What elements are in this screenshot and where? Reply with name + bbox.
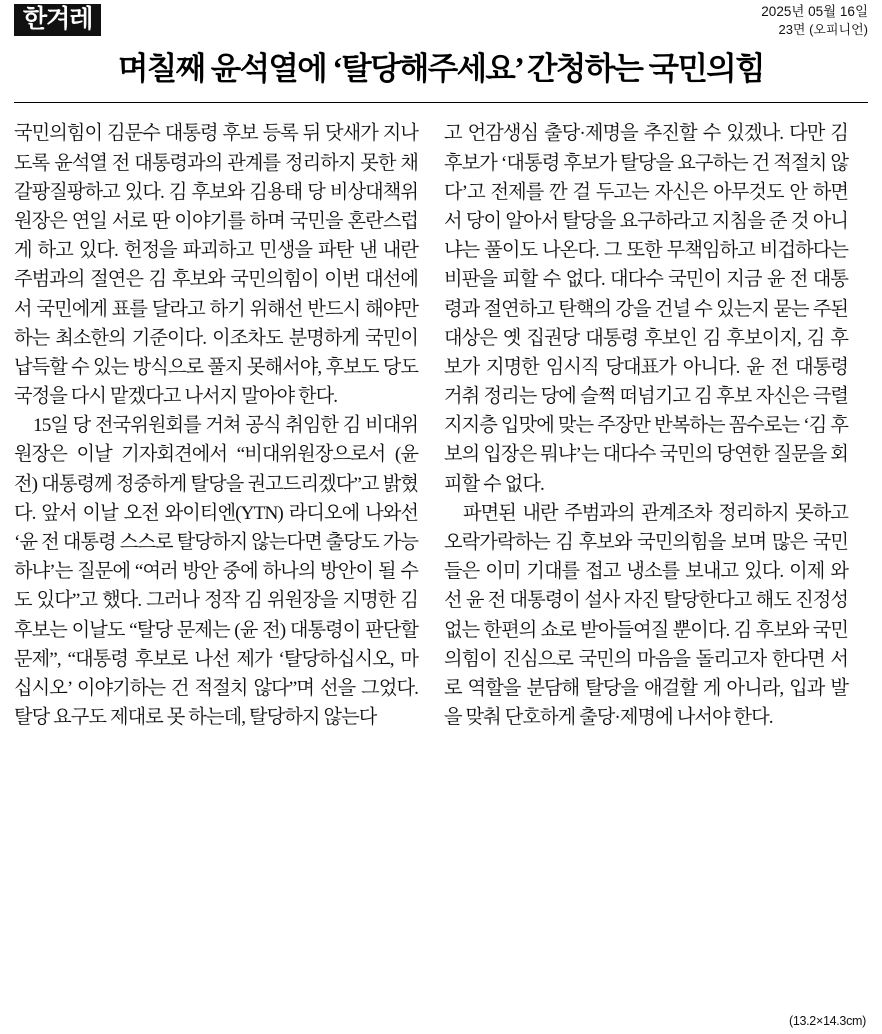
newspaper-page: [0, 4, 882, 1034]
page-title: 며칠째 윤석열에 ‘탈당해주세요’ 간청하는 국민의힘: [118, 51, 764, 86]
paragraph: 15일 당 전국위원회를 거쳐 공식 취임한 김 비대위원장은 이날 기자회견에서 “비대위원장으로서 (윤 전) 대통령께 정중하게 탈당을 권고드리겠다”고 밝혔다. 앞서 이날 오전 와이티엔(YTN) 라디오에 나와선 ‘윤 전 대통령 스스로 탈당하지 않는다면 출당도 가능하냐’는 질문에 “여러 방안 중에 하나의 방안이 될 수도 있다”고 했다. 그러나 정작 김 위원장을 지명한 김 후보는 이날도 “탈당 문제는 (윤 전) 대통령이 판단할 문제”, “대통령 후보로 나선 제가 ‘탈당하십시오, 마십시오’ 이야기하는 건 적절치 않다”며 선을 그었다. 탈당 요구도 제대로 못 하는데, 탈당하지 않는다: [14, 415, 418, 729]
article-body: [14, 119, 868, 732]
publication-date: 2025년 05월 16일: [761, 4, 868, 19]
paragraph: 고 언감생심 출당·제명을 추진할 수 있겠나. 다만 김 후보가 ‘대통령 후보가 탈당을 요구하는 건 적절치 않다’고 전제를 깐 걸 두고는 자신은 아무것도 안 하면서 당이 알아서 탈당을 요구하라고 지침을 준 것 아니냐는 풀이도 나온다. 그 또한 무책임하고 비겁하다는 비판을 피할 수 없다. 대다수 국민이 지금 윤 전 대통령과 절연하고 탄핵의 강을 건널 수 있는지 묻는 주된 대상은 옛 집권당 대통령 후보인 김 후보이지, 김 후보가 지명한 임시직 당대표가 아니다. 윤 전 대통령 거취 정리는 당에 슬쩍 떠넘기고 김 후보 자신은 극렬 지지층 입맛에 맞는 주장만 반복하는 꼼수로는 ‘김 후보의 입장은 뭐냐’는 대다수 국민의 당연한 질문을 회피할 수 없다.: [444, 123, 848, 495]
paragraph: 국민의힘이 김문수 대통령 후보 등록 뒤 닷새가 지나도록 윤석열 전 대통령과의 관계를 정리하지 못한 채 갈팡질팡하고 있다. 김 후보와 김용태 당 비상대책위원장은 연일 서로 딴 이야기를 하며 국민을 혼란스럽게 하고 있다. 헌정을 파괴하고 민생을 파탄 낸 내란 주범과의 절연은 김 후보와 국민의힘이 이번 대선에서 국민에게 표를 달라고 하기 위해선 반드시 해야만 하는 최소한의 기준이다. 이조차도 분명하게 국민이 납득할 수 있는 방식으로 풀지 못해서야, 후보도 당도 국정을 다시 맡겠다고 나서지 말아야 한다.: [14, 123, 418, 408]
masthead: [14, 4, 868, 38]
clipping-size-note: (13.2×14.3cm): [788, 1014, 866, 1028]
page-number: 23면 (오피니언): [778, 22, 868, 38]
paragraph: 파면된 내란 주범과의 관계조차 정리하지 못하고 오락가락하는 김 후보와 국민의힘을 보며 많은 국민들은 이미 기대를 접고 냉소를 보내고 있다. 이제 와선 윤 전 대통령이 설사 자진 탈당한다고 해도 진정성 없는 한편의 쇼로 받아들여질 뿐이다. 김 후보와 국민의힘이 진심으로 국민의 마음을 돌리고자 한다면 서로 역할을 분담해 탈당을 애걸할 게 아니라, 입과 발을 맞춰 단호하게 출당·제명에 나서야 한다.: [444, 502, 848, 729]
hankyoreh-logo: 한겨레: [14, 4, 101, 36]
column-right: [444, 119, 848, 732]
dateline: [761, 2, 868, 40]
column-left: [14, 119, 418, 732]
headline-divider: [14, 102, 868, 103]
